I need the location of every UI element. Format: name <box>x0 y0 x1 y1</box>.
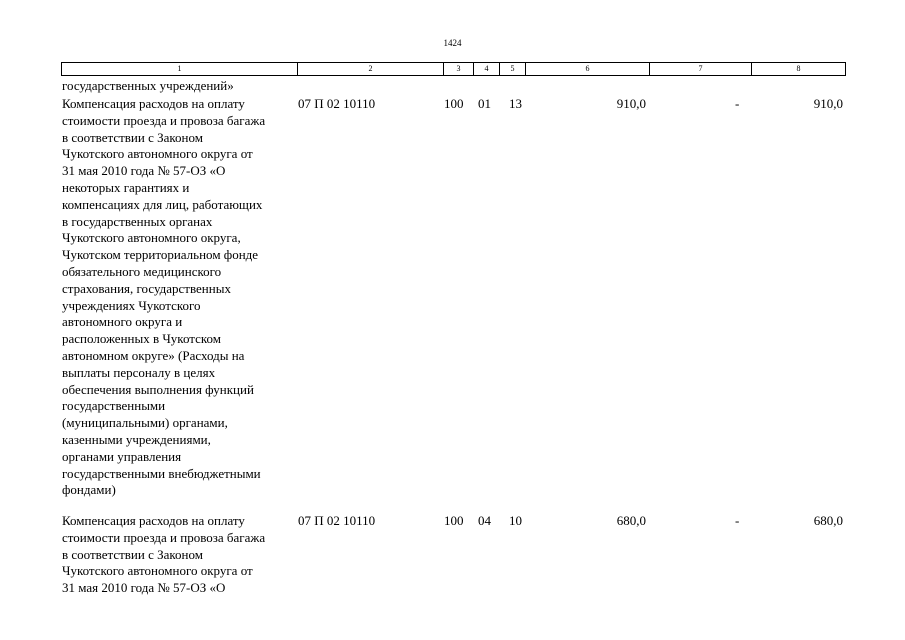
description-line: обеспечения выполнения функций <box>62 381 254 397</box>
header-col-5: 5 <box>500 63 526 76</box>
section-code: 04 <box>478 513 491 528</box>
description-line: 31 мая 2010 года № 57-ОЗ «О <box>62 580 226 596</box>
description-line: учреждениях Чукотского <box>62 297 201 313</box>
amount-col6: 910,0 <box>616 96 646 111</box>
description-line: обязательного медицинского <box>62 263 222 279</box>
target-article-code: 07 П 02 10110 <box>298 96 376 111</box>
header-col-1: 1 <box>62 63 298 76</box>
description-line: государственными внебюджетными <box>62 465 261 481</box>
column-number-header <box>61 62 846 76</box>
amount-col8: 910,0 <box>813 96 843 111</box>
description-line: расположенных в Чукотском <box>62 331 222 347</box>
description-line: (муниципальными) органами, <box>62 415 228 431</box>
description-line: стоимости проезда и провоза багажа <box>62 112 266 128</box>
subsection-code: 10 <box>509 513 522 528</box>
expense-type-code: 100 <box>444 513 464 528</box>
description-line: некоторых гарантиях и <box>62 179 190 195</box>
header-col-2: 2 <box>298 63 444 76</box>
description-line: Чукотского автономного округа, <box>62 230 241 246</box>
description-line: в соответствии с Законом <box>62 129 203 145</box>
description-line: органами управления <box>62 448 182 464</box>
continuation-text: государственных учреждений» <box>62 78 234 93</box>
row-description <box>62 96 298 499</box>
row-description <box>62 513 298 597</box>
page-number: 1424 <box>443 38 462 48</box>
header-col-7: 7 <box>650 63 752 76</box>
header-row <box>62 63 846 76</box>
amount-col8: 680,0 <box>813 513 843 528</box>
header-col-4: 4 <box>474 63 500 76</box>
header-col-6: 6 <box>526 63 650 76</box>
amount-col6: 680,0 <box>616 513 646 528</box>
description-line: фондами) <box>62 482 116 498</box>
description-line: государственными <box>62 398 166 414</box>
description-line: Чукотском территориальном фонде <box>62 247 259 263</box>
amount-col7: - <box>735 96 740 111</box>
amount-col7: - <box>735 513 740 528</box>
description-line: автономном округе» (Расходы на <box>62 347 245 363</box>
header-col-3: 3 <box>444 63 474 76</box>
description-line: автономного округа и <box>62 314 183 330</box>
subsection-code: 13 <box>509 96 522 111</box>
description-line: 31 мая 2010 года № 57-ОЗ «О <box>62 163 226 179</box>
expense-type-code: 100 <box>444 96 464 111</box>
description-line: стоимости проезда и провоза багажа <box>62 529 266 545</box>
description-line: компенсациях для лиц, работающих <box>62 196 263 212</box>
description-line: выплаты персоналу в целях <box>62 364 216 380</box>
description-line: Чукотского автономного округа от <box>62 563 253 579</box>
target-article-code: 07 П 02 10110 <box>298 513 376 528</box>
description-line: в соответствии с Законом <box>62 546 203 562</box>
header-col-8: 8 <box>752 63 846 76</box>
description-line: Компенсация расходов на оплату <box>62 96 245 111</box>
description-line: страхования, государственных <box>62 280 231 296</box>
description-line: Компенсация расходов на оплату <box>62 513 245 528</box>
description-line: казенными учреждениями, <box>62 431 211 447</box>
section-code: 01 <box>478 96 491 111</box>
description-line: Чукотского автономного округа от <box>62 146 253 162</box>
description-line: в государственных органах <box>62 213 213 229</box>
